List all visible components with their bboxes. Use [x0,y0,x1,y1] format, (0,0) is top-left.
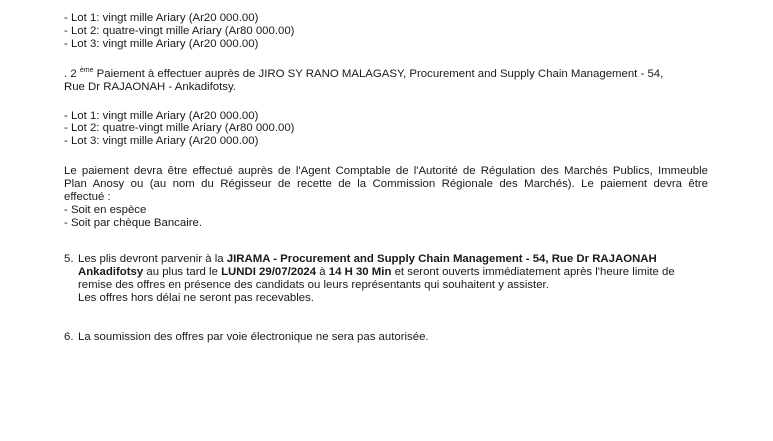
lot-1-price: - Lot 1: vingt mille Ariary (Ar20 000.00) [64,12,259,24]
payment-2-line-2: Rue Dr RAJAONAH - Ankadifotsy. [64,81,236,93]
section-5-line-3: remise des offres en présence des candidats ou leurs représentants qui souhaitent y assister. [78,279,549,291]
lot-2-price: - Lot 2: quatre-vingt mille Ariary (Ar80 000.00) [64,25,295,37]
payment-option-cash: - Soit en espèce [64,204,147,216]
section-5-line-1: Les plis devront parvenir à la JIRAMA - Procurement and Supply Chain Management - 54, Rue Dr RAJAONAH [78,253,657,265]
payment-2-line-1: . 2 $^{ème}$ Paiement à effectuer auprès de JIRO SY RANO MALAGASY, Procurement and Supply Chain Management - 54, [64,67,664,80]
lot-1-price: - Lot 1: vingt mille Ariary (Ar20 000.00) [64,110,259,122]
lot-2-price: - Lot 2: quatre-vingt mille Ariary (Ar80 000.00) [64,122,295,134]
section-5-number: 5. [64,253,74,265]
payment-note-line-2: Plan Anosy ou (au nom du Régisseur de recette de la Commission Régionale des Marchés). Le paiement devra être [64,178,708,190]
payment-note-line-1: Le paiement devra être effectué auprès de l'Agent Comptable de l'Autorité de Régulation des Marchés Publics, Immeuble [64,165,708,177]
section-6-number: 6. [64,331,74,343]
section-5-line-4: Les offres hors délai ne seront pas recevables. [78,292,314,304]
section-6-text: La soumission des offres par voie électronique ne sera pas autorisée. [78,331,429,343]
payment-option-cheque: - Soit par chèque Bancaire. [64,217,203,229]
section-5-line-2: Ankadifotsy au plus tard le LUNDI 29/07/2024 à 14 H 30 Min et seront ouverts immédiatement après l'heure limite de [78,266,675,278]
lot-3-price: - Lot 3: vingt mille Ariary (Ar20 000.00) [64,135,259,147]
lot-3-price: - Lot 3: vingt mille Ariary (Ar20 000.00) [64,38,259,50]
payment-note-line-3: effectué : [64,191,111,203]
